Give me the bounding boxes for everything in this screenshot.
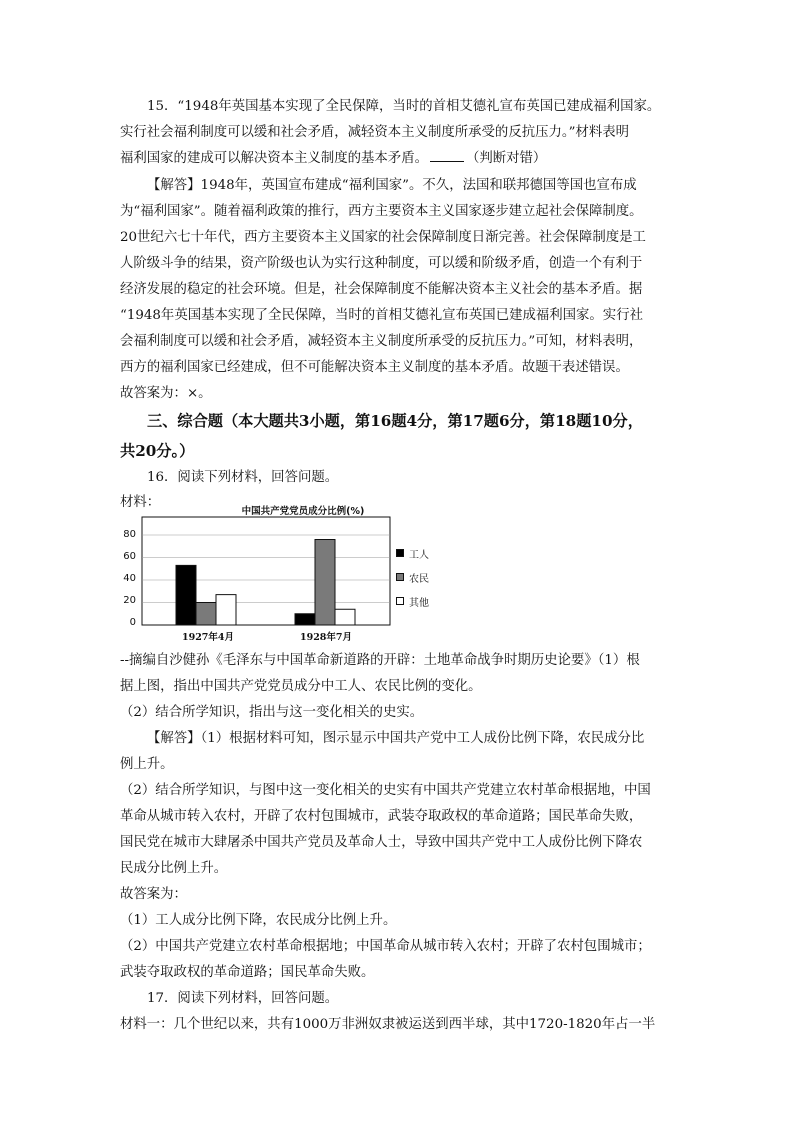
q16-answer-line6: 民成分比例上升。 — [120, 861, 228, 876]
bar-1928-others — [335, 609, 355, 625]
q15-stem-line1: 15．“1948年英国基本实现了全民保障，当时的首相艾德礼宣布英国已建成福利国家。 — [147, 99, 661, 114]
bar-1927-peasants — [196, 603, 216, 626]
party-composition-chart — [118, 501, 448, 649]
legend-item-workers — [396, 541, 429, 565]
y-tick-20: 20 — [123, 595, 136, 606]
q15-answer-line7: 会福利制度可以缓和社会矛盾，减轻资本主义制度所承受的反抗压力。”可知，材料表明， — [120, 334, 643, 349]
legend-label-workers: 工人 — [409, 549, 429, 561]
q16-answer-line1: 【解答】（1）根据材料可知，图示显示中国共产党中工人成份比例下降，农民成分比 — [147, 731, 645, 746]
q15-answer-line8: 西方的福利国家已经建成，但不可能解决资本主义制度的基本矛盾。故题干表述错误。 — [120, 360, 629, 375]
section-heading-line1: 三、综合题（本大题共3小题，第16题4分，第17题6分，第18题10分， — [147, 412, 643, 430]
section-heading-line2: 共20分。） — [120, 442, 195, 460]
q16-final-label: 故答案为： — [120, 887, 187, 902]
q16-answer-line2: 例上升。 — [120, 757, 174, 772]
x-tick-1928: 1928年7月 — [299, 632, 353, 643]
q16-source-line1: --摘编自沙健孙《毛泽东与中国革命新道路的开辟：土地革命战争时期历史论要》（1）根 — [120, 653, 640, 668]
q15-judge-hint: （判断对错） — [465, 151, 547, 166]
bar-1928-workers — [295, 614, 315, 625]
q16-answer-line5: 国民党在城市大肆屠杀中国共产党员及革命人士，导致中国共产党中工人成份比例下降农 — [120, 835, 643, 850]
bar-1928-peasants — [315, 540, 335, 626]
x-tick-1927: 1927年4月 — [181, 632, 235, 643]
q15-answer-line3: 20世纪六七十年代，西方主要资本主义国家的社会保障制度日渐完善。社会保障制度是工 — [120, 230, 646, 245]
q15-final-answer: 故答案为：×。 — [120, 386, 212, 401]
chart-title: 中国共产党党员成分比例(%) — [241, 506, 365, 517]
q15-answer-line6: “1948年英国基本实现了全民保障，当时的首相艾德礼宣布英国已建成福利国家。实行社 — [120, 308, 643, 323]
q17-material1: 材料一：几个世纪以来，共有1000万非洲奴隶被运送到西半球，其中1720-1820年占一半 — [120, 1017, 656, 1032]
q15-answer-line4: 人阶级斗争的结果，资产阶级也认为实行这种制度，可以缓和阶级矛盾，创造一个有利于 — [120, 256, 643, 271]
q16-final-line3: 武装夺取政权的革命道路；国民革命失败。 — [120, 965, 375, 980]
q15-answer-line1: 【解答】1948年，英国宣布建成“福利国家”。不久，法国和联邦德国等国也宣布成 — [147, 178, 637, 193]
q16-stem: 16．阅读下列材料，回答问题。 — [147, 470, 339, 485]
q16-answer-line4: 革命从城市转入农村，开辟了农村包围城市，武装夺取政权的革命道路；国民革命失败， — [120, 809, 643, 824]
bar-1927-others — [216, 595, 236, 625]
y-tick-40: 40 — [123, 573, 136, 584]
q15-stem-line2: 实行社会福利制度可以缓和社会矛盾，减轻资本主义制度所承受的反抗压力。”材料表明 — [120, 125, 629, 140]
y-tick-60: 60 — [123, 551, 136, 562]
q15-stem-text: 福利国家的建成可以解决资本主义制度的基本矛盾。 — [120, 151, 428, 166]
answer-blank — [430, 147, 464, 162]
legend-item-peasants — [396, 565, 429, 589]
q15-answer-line2: 为“福利国家”。随着福利政策的推行，西方主要资本主义国家逐步建立起社会保障制度。 — [120, 204, 643, 219]
q16-final-line2: （2）中国共产党建立农村革命根据地；中国革命从城市转入农村；开辟了农村包围城市； — [120, 939, 651, 954]
bar-1927-workers — [176, 565, 196, 625]
q16-final-line1: （1）工人成分比例下降，农民成分比例上升。 — [120, 913, 397, 928]
q16-sub-question-2: （2）结合所学知识，指出与这一变化相关的史实。 — [120, 705, 424, 720]
chart-legend — [396, 541, 429, 613]
legend-swatch-others — [396, 597, 404, 605]
q16-source-line2: 据上图，指出中国共产党党员成分中工人、农民比例的变化。 — [120, 679, 482, 694]
y-tick-0: 0 — [129, 617, 136, 628]
q17-stem: 17．阅读下列材料，回答问题。 — [147, 991, 339, 1006]
q16-material-label: 材料： — [120, 495, 161, 510]
q15-stem-line3 — [120, 146, 695, 172]
legend-label-peasants: 农民 — [409, 573, 429, 585]
legend-item-others — [396, 589, 429, 613]
q15-answer-line5: 经济发展的稳定的社会环境。但是，社会保障制度不能解决资本主义社会的基本矛盾。据 — [120, 282, 643, 297]
legend-label-others: 其他 — [409, 597, 429, 609]
legend-swatch-workers — [396, 549, 404, 557]
legend-swatch-peasants — [396, 573, 404, 581]
q16-answer-line3: （2）结合所学知识，与图中这一变化相关的史实有中国共产党建立农村革命根据地，中国 — [120, 783, 651, 798]
y-tick-80: 80 — [123, 529, 136, 540]
